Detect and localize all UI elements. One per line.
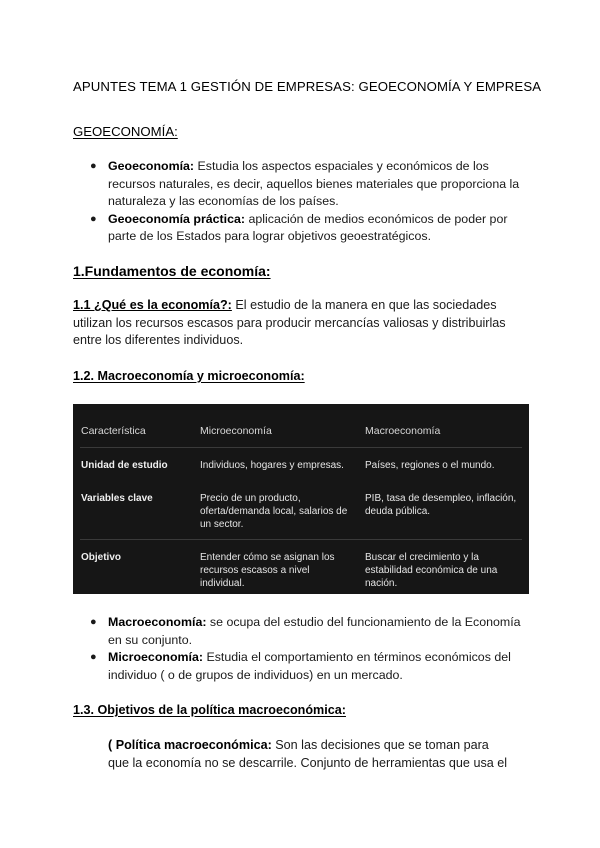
table-cell-micro: Precio de un producto, oferta/demanda local, salarios de un sector. (200, 493, 348, 530)
table-cell-micro: Individuos, hogares y empresas. (200, 460, 344, 471)
table-row-label: Objetivo (81, 552, 122, 563)
section-1-heading: 1.Fundamentos de economía: (73, 263, 271, 279)
bullet-icon: ● (90, 651, 97, 663)
list-item (90, 211, 530, 246)
document-title: APUNTES TEMA 1 GESTIÓN DE EMPRESAS: GEOECONOMÍA Y EMPRESA (73, 79, 542, 94)
section-1-3-text: Son las decisiones que se toman para que la economía no se descarrile. Conjunto de herramientas que usa el (108, 738, 508, 771)
table-header-micro: Microeconomía (200, 425, 272, 437)
geoeconomia-bullet-list (90, 158, 530, 246)
macro-micro-bullet-list (90, 614, 530, 684)
bullet-text: aplicación de medios económicos de poder por parte de los Estados para lograr objetivos geoestratégicos. (108, 211, 508, 243)
table-header-macro: Macroeconomía (365, 425, 441, 437)
list-item (90, 158, 530, 211)
section-1-2-heading: 1.2. Macroeconomía y microeconomía: (73, 369, 305, 383)
section-1-3-paragraph (108, 736, 508, 773)
list-item (90, 614, 530, 649)
table-row-label: Variables clave (81, 493, 153, 504)
table-row-label: Unidad de estudio (81, 460, 168, 471)
bullet-text: Estudia los aspectos espaciales y económicos de los recursos naturales, es decir, aquellos bienes materiales que proporciona la naturaleza y las economías de los países. (108, 159, 520, 208)
table-cell-macro: PIB, tasa de desempleo, inflación, deuda pública. (365, 493, 517, 517)
comparison-table (73, 404, 529, 594)
bullet-text: Estudia el comportamiento en términos económicos del individuo ( o de grupos de individuos) en un mercado. (108, 650, 511, 682)
section-1-3-heading: 1.3. Objetivos de la política macroeconómica: (73, 703, 346, 717)
bullet-icon: ● (90, 160, 97, 172)
bullet-term: Geoeconomía: (108, 159, 195, 173)
table-header-caracteristica: Característica (81, 425, 146, 437)
table-cell-macro: Países, regiones o el mundo. (365, 460, 495, 471)
bullet-term: Microeconomía: (108, 650, 204, 664)
bullet-icon: ● (90, 212, 97, 225)
bullet-term: Macroeconomía: (108, 615, 207, 629)
bullet-icon: ● (90, 616, 97, 628)
section-1-1-text: El estudio de la manera en que las sociedades utilizan los recursos escasos para producir mercancías valiosas y distribuirlas entre los diferentes individuos. (73, 298, 506, 348)
section-1-1-term: 1.1 ¿Qué es la economía?: (73, 298, 232, 312)
table-cell-macro: Buscar el crecimiento y la estabilidad económica de una nación. (365, 552, 498, 589)
section-1-1-paragraph (73, 297, 533, 350)
bullet-text: se ocupa del estudio del funcionamiento de la Economía en su conjunto. (108, 615, 521, 647)
bullet-term: Geoeconomía práctica: (108, 211, 246, 226)
list-item (90, 649, 530, 684)
table-divider (80, 447, 522, 448)
geoeconomia-heading: GEOECONOMÍA: (73, 124, 178, 139)
section-1-3-term: ( Política macroeconómica: (108, 738, 272, 752)
table-divider (80, 539, 522, 540)
table-cell-micro: Entender cómo se asignan los recursos escasos a nivel individual. (200, 552, 335, 589)
